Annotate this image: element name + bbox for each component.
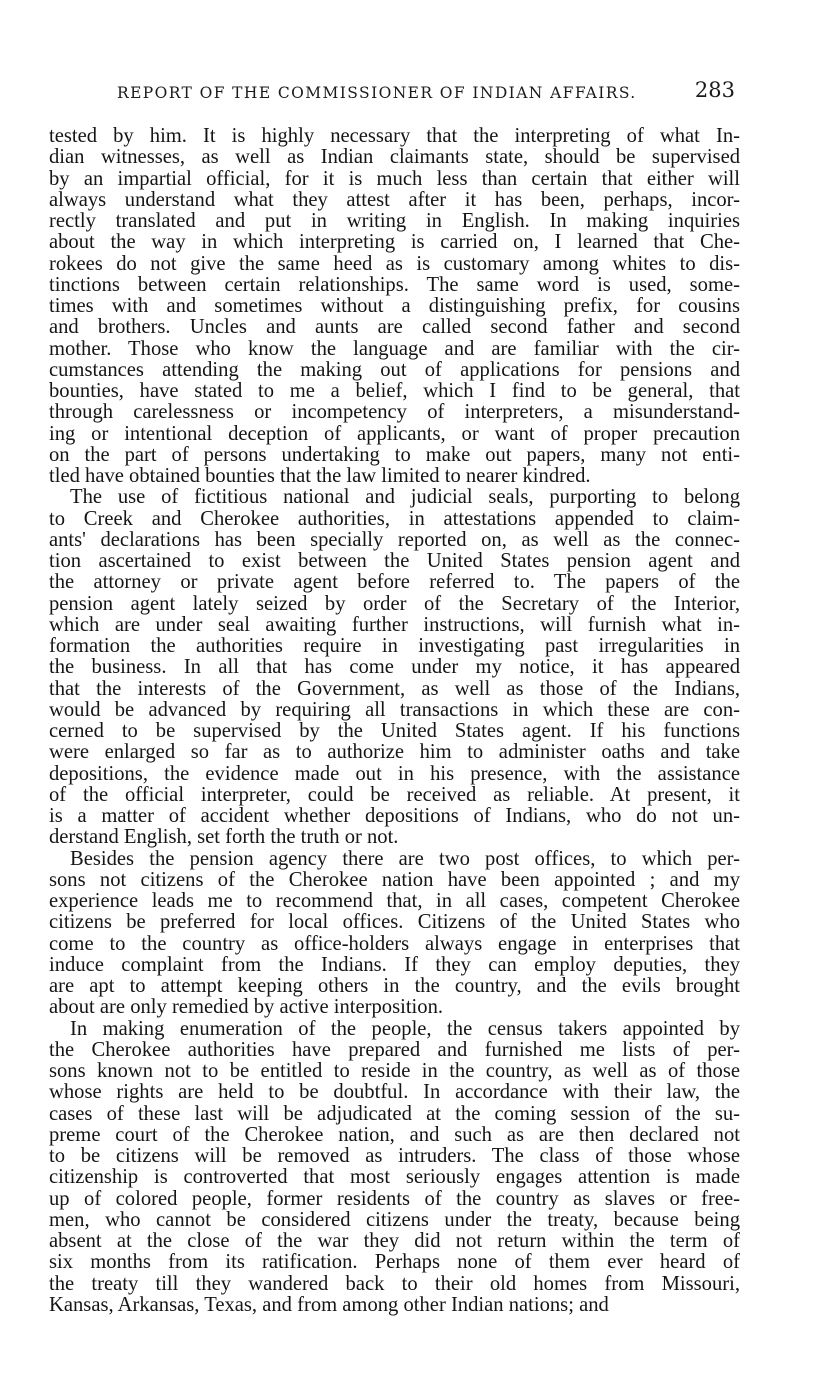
text-line: six months from its ratification. Perhaps none of them ever heard of <box>49 1251 740 1274</box>
text-line: depositions, the evidence made out in his presence, with the assistance <box>49 762 740 785</box>
text-line: tested by him. It is highly necessary that the interpreting of what In- <box>49 125 740 147</box>
text-line: rectly translated and put in writing in English. In making inquiries <box>49 210 740 232</box>
running-title: REPORT OF THE COMMISSIONER OF INDIAN AFFAIRS. <box>117 84 637 102</box>
text-line: would be advanced by requiring all transactions in which these are con- <box>49 698 740 721</box>
text-line: tled have obtained bounties that the law limited to nearer kindred. <box>49 465 591 487</box>
paragraph <box>49 487 740 848</box>
text-line: the Cherokee authorities have prepared and furnished me lists of per- <box>49 1038 740 1061</box>
text-line: absent at the close of the war they did not return within the term of <box>49 1230 740 1252</box>
text-line: formation the authorities require in investigating past irregularities in <box>49 635 740 657</box>
text-line: and brothers. Uncles and aunts are called second father and second <box>49 316 740 339</box>
text-line: cases of these last will be adjudicated at the coming session of the su- <box>49 1102 740 1125</box>
text-line: times with and sometimes without a distinguishing prefix, for cousins <box>49 295 740 317</box>
text-line: whose rights are held to be doubtful. In accordance with their law, the <box>49 1081 740 1104</box>
text-line: rokees do not give the same heed as is customary among whites to dis- <box>49 252 740 275</box>
text-line: cerned to be supervised by the United States agent. If his functions <box>49 720 740 742</box>
text-line: always understand what they attest after it has been, perhaps, incor- <box>49 188 740 211</box>
text-line: sons known not to be entitled to reside in the country, as well as of those <box>49 1060 740 1082</box>
text-line: about the way in which interpreting is carried on, I learned that Che- <box>49 231 740 254</box>
text-line: up of colored people, former residents of the country as slaves or free- <box>49 1187 740 1210</box>
text-line: to Creek and Cherokee authorities, in attestations appended to claim- <box>49 507 740 530</box>
text-line: tinctions between certain relationships. The same word is used, some- <box>49 273 740 296</box>
text-line: preme court of the Cherokee nation, and such as are then declared not <box>49 1123 740 1146</box>
text-line: cumstances attending the making out of applications for pensions and <box>49 358 740 381</box>
text-line: the treaty till they wandered back to their old homes from Missouri, <box>49 1272 740 1295</box>
paragraph <box>49 126 740 487</box>
text-line: mother. Those who know the language and are familiar with the cir- <box>49 337 740 360</box>
body-text <box>49 126 740 1316</box>
text-line: the attorney or private agent before referred to. The papers of the <box>49 571 740 594</box>
text-line: In making enumeration of the people, the census takers appointed by <box>70 1017 740 1040</box>
text-line: is a matter of accident whether depositions of Indians, who do not un- <box>49 805 740 827</box>
text-line: pension agent lately seized by order of the Secretary of the Interior, <box>49 592 740 615</box>
text-line: that the interests of the Government, as well as those of the Indians, <box>49 677 740 700</box>
page-number: 283 <box>694 78 735 102</box>
text-line: Besides the pension agency there are two post offices, to which per- <box>70 847 740 870</box>
text-line: tion ascertained to exist between the United States pension agent and <box>49 550 740 572</box>
text-line: men, who cannot be considered citizens under the treaty, because being <box>49 1208 740 1231</box>
text-line: ants' declarations has been specially reported on, as well as the connec- <box>49 528 740 551</box>
running-head <box>49 72 739 112</box>
text-line: are apt to attempt keeping others in the country, and the evils brought <box>49 975 740 997</box>
text-line: about are only remedied by active interposition. <box>49 996 444 1019</box>
text-line: through carelessness or incompetency of interpreters, a misunderstand- <box>49 401 740 424</box>
text-line: dian witnesses, as well as Indian claimants state, should be supervised <box>49 146 740 169</box>
text-line: were enlarged so far as to authorize him to administer oaths and take <box>49 741 740 764</box>
text-line: sons not citizens of the Cherokee nation have been appointed ; and my <box>49 868 740 891</box>
text-line: by an impartial official, for it is much less than certain that either will <box>49 167 740 190</box>
text-line: citizens be preferred for local offices. Citizens of the United States who <box>49 911 740 934</box>
text-line: of the official interpreter, could be received as reliable. At present, it <box>49 783 740 806</box>
text-line: to be citizens will be removed as intruders. The class of those whose <box>49 1145 740 1167</box>
text-line: experience leads me to recommend that, in all cases, competent Cherokee <box>49 890 740 912</box>
text-line: which are under seal awaiting further instructions, will furnish what in- <box>49 613 740 636</box>
paragraph <box>49 849 740 1019</box>
text-line: The use of fictitious national and judicial seals, purporting to belong <box>70 486 740 509</box>
text-line: bounties, have stated to me a belief, which I find to be general, that <box>49 380 740 402</box>
paragraph <box>49 1019 740 1317</box>
text-line: ing or intentional deception of applicants, or want of proper precaution <box>49 422 740 445</box>
text-line: come to the country as office-holders always engage in enterprises that <box>49 932 740 955</box>
text-line: derstand English, set forth the truth or not. <box>49 826 399 849</box>
text-line: Kansas, Arkansas, Texas, and from among other Indian nations; and <box>49 1293 609 1316</box>
text-line: induce complaint from the Indians. If they can employ deputies, they <box>49 953 740 976</box>
text-line: citizenship is controverted that most seriously engages attention is made <box>49 1166 740 1189</box>
text-line: on the part of persons undertaking to make out papers, many not enti- <box>49 443 740 466</box>
text-line: the business. In all that has come under my notice, it has appeared <box>49 656 740 679</box>
